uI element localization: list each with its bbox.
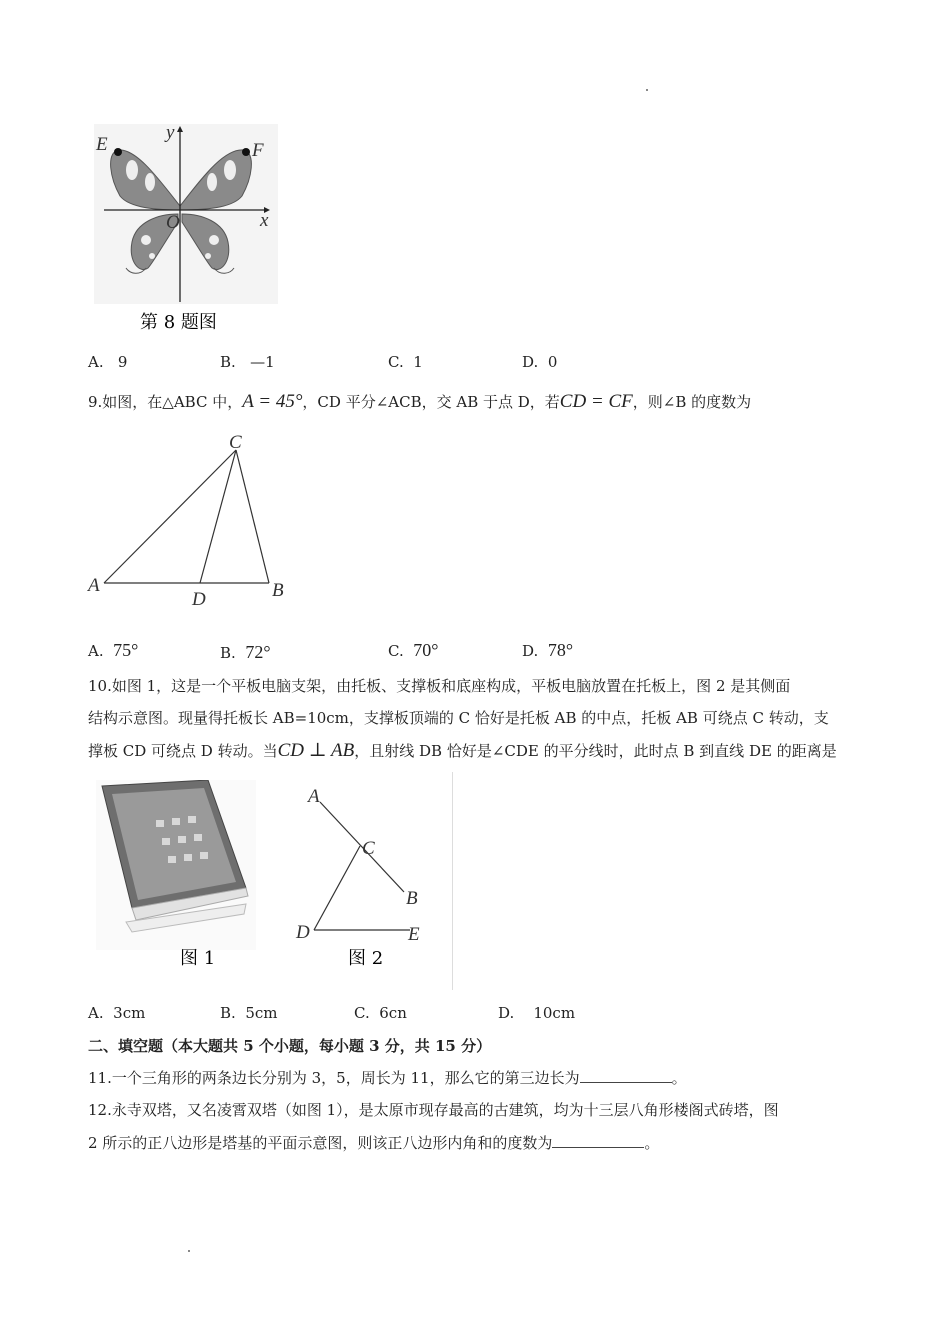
- q10-line-2: 结构示意图。现量得托板长 AB=10cm，支撑板顶端的 C 恰好是托板 AB 的中点，托板 AB 可绕点 C 转动，支: [88, 709, 829, 727]
- option-value: 75°: [113, 640, 139, 660]
- tablet-stand-figure: [96, 780, 256, 970]
- q10-line-3-after: ，且射线 DB 恰好是∠CDE 的平分线时，此时点 B 到直线 DE 的距离是: [354, 742, 837, 760]
- option-letter: D.: [522, 353, 539, 371]
- side-bc: [236, 450, 269, 583]
- label-d: D: [296, 922, 310, 943]
- q12-text: 2 所示的正八边形是塔基的平面示意图，则该正八边形内角和的度数为: [88, 1134, 553, 1152]
- label-e: E: [96, 134, 108, 155]
- label-a: A: [308, 786, 320, 807]
- q11-text: 11.一个三角形的两条边长分别为 3，5，周长为 11，那么它的第三边长为: [88, 1069, 580, 1087]
- section-heading: 二、填空题（本大题共 5 个小题，每小题 3 分，共 15 分）: [88, 1037, 492, 1055]
- q8-caption: 第 8 题图: [140, 312, 217, 333]
- answer-blank[interactable]: [580, 1068, 672, 1083]
- option-value: —1: [250, 353, 275, 371]
- q8-option-c[interactable]: [388, 353, 423, 371]
- option-value: 78°: [547, 640, 574, 660]
- q10-figure-2: [292, 782, 432, 972]
- option-value: 5cm: [245, 1004, 278, 1022]
- point-e: [114, 148, 122, 156]
- q10-math-perpendicular: CD ⊥ AB: [277, 740, 355, 761]
- q10-option-b[interactable]: [220, 1004, 278, 1022]
- figure-2-caption: 图 2: [348, 948, 384, 969]
- option-letter: C.: [354, 1004, 370, 1022]
- option-value: 72°: [245, 642, 271, 662]
- q9-math-cd-cf: CD = CF: [559, 391, 633, 412]
- q9-figure: [84, 428, 294, 608]
- option-letter: A.: [88, 353, 104, 371]
- q9-math-angle: A = 45°: [242, 391, 303, 412]
- label-y: y: [166, 122, 175, 143]
- q9-option-a[interactable]: [88, 640, 138, 661]
- option-letter: B.: [220, 1004, 236, 1022]
- scan-dot-top: [646, 89, 648, 91]
- q8-option-a[interactable]: [88, 353, 127, 371]
- q10-option-d[interactable]: [498, 1004, 575, 1022]
- stand-structure-figure: [292, 782, 432, 972]
- option-letter: D.: [522, 642, 539, 660]
- segment-cd: [200, 450, 236, 583]
- q10-option-a[interactable]: [88, 1004, 145, 1022]
- q11-stem: [88, 1067, 687, 1089]
- point-f: [242, 148, 250, 156]
- option-value: 10cm: [533, 1004, 576, 1022]
- figure-divider: [452, 772, 453, 990]
- option-letter: C.: [388, 353, 404, 371]
- scan-dot-bottom: [188, 1250, 190, 1252]
- option-letter: B.: [220, 644, 236, 662]
- option-value: 6cn: [379, 1004, 407, 1022]
- label-o: O: [166, 212, 180, 233]
- label-c: C: [362, 838, 375, 859]
- triangle-abc-figure: [84, 428, 294, 608]
- q10-figure-1: [96, 780, 256, 970]
- label-f: F: [252, 140, 264, 161]
- q8-option-b[interactable]: [220, 353, 275, 371]
- q9-option-b[interactable]: [220, 642, 271, 663]
- label-b: B: [272, 580, 284, 601]
- label-a: A: [88, 575, 100, 596]
- option-letter: A.: [88, 1004, 104, 1022]
- option-letter: A.: [88, 642, 104, 660]
- q9-stem: [88, 391, 751, 413]
- option-value: 3cm: [113, 1004, 146, 1022]
- option-letter: C.: [388, 642, 404, 660]
- label-d: D: [192, 589, 206, 608]
- butterfly-figure: [88, 118, 280, 340]
- option-letter: B.: [220, 353, 236, 371]
- q11-end: 。: [671, 1069, 687, 1087]
- side-ac: [104, 450, 236, 583]
- q10-line-3: [88, 740, 837, 762]
- label-b: B: [406, 888, 418, 909]
- segment-cd: [314, 846, 360, 930]
- q12-end: 。: [644, 1134, 660, 1152]
- q8-figure: [88, 118, 280, 340]
- q10-line-3-before: 撑板 CD 可绕点 D 转动。当: [88, 742, 278, 760]
- option-value: 0: [547, 353, 558, 371]
- option-value: 9: [117, 353, 128, 371]
- q12-line-1: 12.永寺双塔，又名凌霄双塔（如图 1），是太原市现存最高的古建筑，均为十三层八角形楼阁式砖塔，图: [88, 1101, 779, 1119]
- figure-1-caption: 图 1: [180, 948, 216, 969]
- q10-line-1: 10.如图 1，这是一个平板电脑支架，由托板、支撑板和底座构成，平板电脑放置在托板上，图 2 是其侧面: [88, 677, 791, 695]
- q9-text-after: ，则∠B 的度数为: [632, 393, 752, 411]
- q9-text-mid: ，CD 平分∠ACB，交 AB 于点 D，若: [302, 393, 560, 411]
- option-value: 70°: [413, 640, 439, 660]
- option-letter: D.: [498, 1004, 515, 1022]
- label-x: x: [260, 210, 269, 231]
- q9-option-c[interactable]: [388, 640, 438, 661]
- label-c: C: [229, 432, 242, 453]
- q9-option-d[interactable]: [522, 640, 573, 661]
- q10-option-c[interactable]: [354, 1004, 407, 1022]
- q9-text-before: 9.如图，在△ABC 中，: [88, 393, 243, 411]
- label-e: E: [408, 924, 420, 945]
- option-value: 1: [413, 353, 423, 371]
- q12-line-2: [88, 1132, 659, 1154]
- q8-option-d[interactable]: [522, 353, 557, 371]
- answer-blank[interactable]: [552, 1133, 644, 1148]
